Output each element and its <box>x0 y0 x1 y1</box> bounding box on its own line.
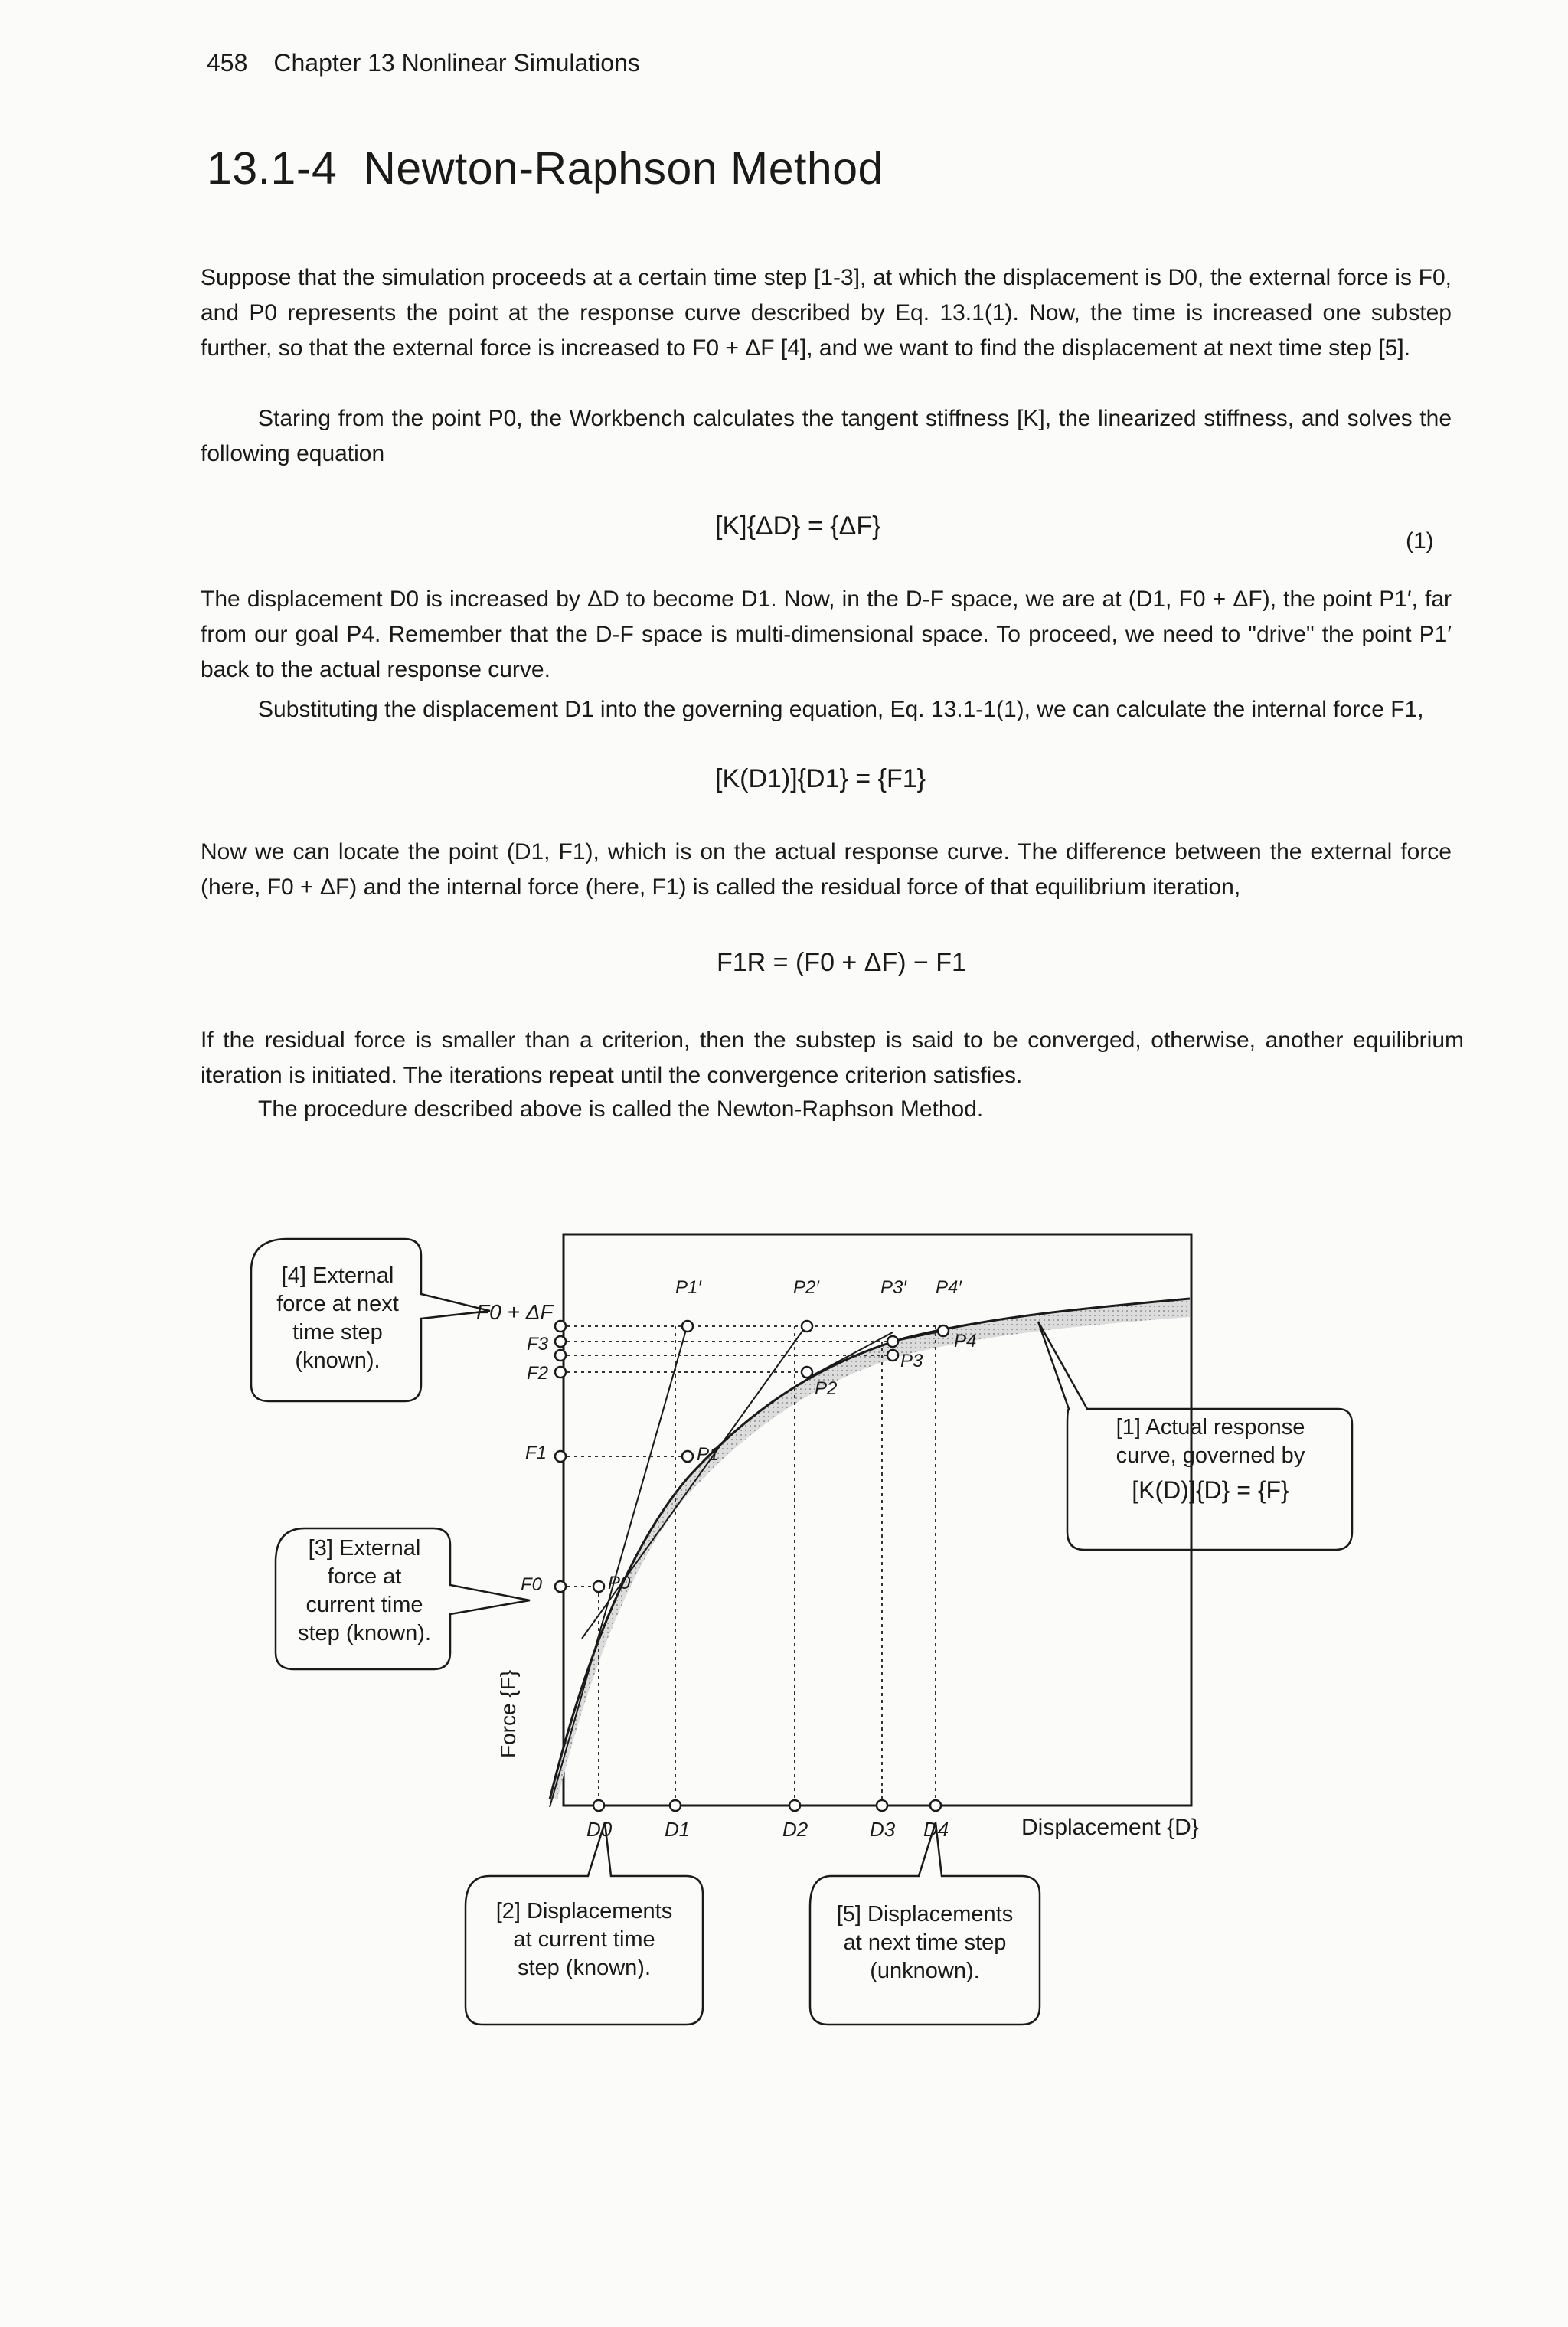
x-label-d1: D1 <box>665 1818 691 1841</box>
y-axis-label: Force {F} <box>496 1669 520 1758</box>
y-label-f2: F2 <box>527 1363 549 1384</box>
callout-4-text: [4] External force at next time step (known). <box>276 1263 399 1373</box>
point-label-p4-prime: P4′ <box>936 1277 962 1298</box>
point-label-p1: P1 <box>697 1444 720 1465</box>
paragraph-2: Staring from the point P0, the Workbench calculates the tangent stiffness [K], the linearized stiffness, and solves the following equation <box>201 406 1452 466</box>
y-label-f1: F1 <box>525 1443 547 1463</box>
paragraph-7: The procedure described above is called the Newton-Raphson Method. <box>258 1097 984 1122</box>
point-label-p0: P0 <box>608 1573 631 1593</box>
point-label-p3-prime: P3′ <box>880 1277 906 1298</box>
callout-3-text: [3] External force at current time step (known). <box>297 1536 432 1646</box>
point-label-p1-prime: P1′ <box>675 1277 701 1298</box>
y-label-f3: F3 <box>527 1334 549 1355</box>
paragraph-6: If the residual force is smaller than a criterion, then the substep is said to be converged, otherwise, another equilibrium iteration is initiated. The iterations repeat until the convergence criterion satisfies. <box>201 1028 1464 1088</box>
paragraph-3: The displacement D0 is increased by ΔD to become D1. Now, in the D-F space, we are at (D1, F0 + ΔF), the point P1′, far from our goal P4. Remember that the D-F space is multi-dimensional space. To proceed, we need to "drive" the point P1′ back to the actual response curve. <box>201 587 1452 682</box>
point-label-p2: P2 <box>815 1378 838 1399</box>
x-label-d0: D0 <box>586 1818 612 1841</box>
tangent-line-1 <box>550 1325 688 1807</box>
callout-1-text: [1] Actual response curve, governed by [K(D)]{D} = {F} <box>1116 1415 1305 1504</box>
paragraph-4: Substituting the displacement D1 into the governing equation, Eq. 13.1-1(1), we can calculate the internal force F1, <box>258 697 1424 722</box>
section-title-text: Newton-Raphson Method <box>363 143 884 194</box>
callout-5-text: [5] Displacements at next time step (unknown). <box>836 1902 1014 1983</box>
point-label-p4: P4 <box>954 1331 977 1351</box>
paragraph-5: Now we can locate the point (D1, F1), which is on the actual response curve. The difference between the external force (here, F0 + ΔF) and the internal force (here, F1) is called the residual force of that equilibrium iteration, <box>201 839 1452 900</box>
paragraph-1: Suppose that the simulation proceeds at a certain time step [1-3], at which the displacement is D0, the external force is F0, and P0 represents the point at the response curve described by Eq. 13.1(1). Now, the time is increased one substep further, so that the external force is increased to F0 + ΔF [4], and we want to find the displacement at next time step [5]. <box>201 265 1452 361</box>
point-label-p3: P3 <box>900 1351 923 1371</box>
x-label-d4: D4 <box>923 1818 949 1841</box>
section-number: 13.1-4 <box>207 143 338 194</box>
x-axis-label: Displacement {D} <box>1021 1815 1199 1840</box>
callout-2-text: [2] Displacements at current time step (known). <box>495 1899 673 1980</box>
equation-1-number: (1) <box>1406 528 1434 554</box>
x-label-d2: D2 <box>782 1818 808 1841</box>
equation-1: [K]{ΔD} = {ΔF} <box>715 511 881 541</box>
point-label-p2-prime: P2′ <box>793 1277 819 1298</box>
equation-3: F1R = (F0 + ΔF) − F1 <box>717 948 966 977</box>
y-label-f0: F0 <box>521 1574 543 1595</box>
running-title: Chapter 13 Nonlinear Simulations <box>273 49 640 77</box>
x-label-d3: D3 <box>870 1818 896 1841</box>
equation-2: [K(D1)]{D1} = {F1} <box>715 764 926 793</box>
y-label-f0-dF: F0 + ΔF <box>476 1300 554 1324</box>
vertical-guides <box>599 1326 936 1806</box>
page-number: 458 <box>207 49 248 77</box>
horizontal-guides <box>560 1326 942 1587</box>
